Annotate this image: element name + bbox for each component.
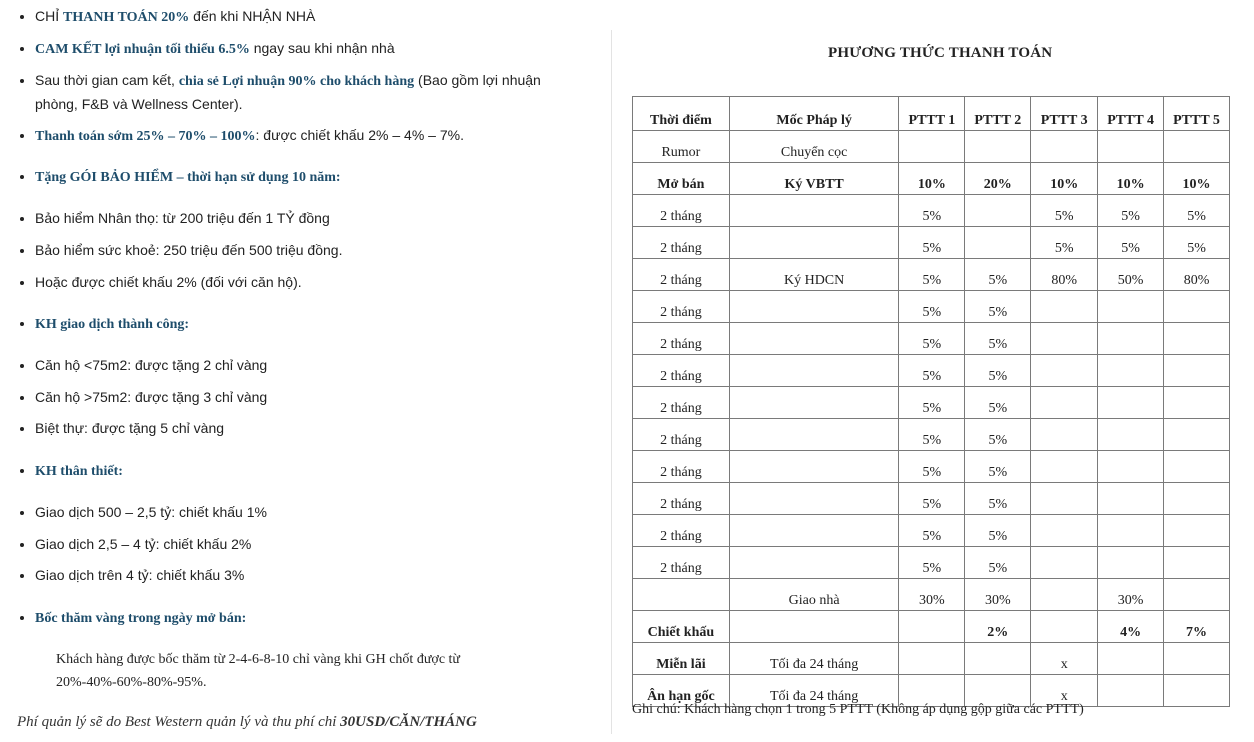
- table-cell: [729, 515, 899, 547]
- table-cell: [1164, 419, 1230, 451]
- b3-text-a: Sau thời gian cam kết,: [35, 72, 179, 88]
- table-cell: 2 tháng: [633, 515, 730, 547]
- table-cell: [1098, 675, 1164, 707]
- table-cell: [1098, 355, 1164, 387]
- header-cell: PTTT 1: [899, 97, 965, 131]
- b1-highlight: THANH TOÁN 20%: [63, 10, 190, 25]
- b3-text-c: (Bao gồm lợi nhuận: [414, 72, 541, 88]
- table-cell: 2 tháng: [633, 451, 730, 483]
- table-cell: 5%: [899, 451, 965, 483]
- b2-highlight-a: CAM KẾT: [35, 42, 102, 57]
- table-row: [633, 547, 1230, 579]
- table-cell: [1098, 419, 1164, 451]
- table-cell: 5%: [1031, 227, 1098, 259]
- table-cell: [1098, 643, 1164, 675]
- table-row: [633, 323, 1230, 355]
- table-cell: Rumor: [633, 131, 730, 163]
- b4-text-b: : được chiết khấu 2% – 4% – 7%.: [255, 127, 464, 143]
- heading-gold-draw: Bốc thăm vàng trong ngày mở bán:: [20, 606, 246, 630]
- b1-text-a: CHỈ: [35, 8, 63, 24]
- gold-draw-line-2: 20%-40%-60%-80%-95%.: [56, 675, 207, 690]
- table-cell: [1098, 387, 1164, 419]
- table-cell: Ân hạn gốc: [633, 675, 730, 707]
- table-cell: 2 tháng: [633, 419, 730, 451]
- table-cell: 5%: [965, 291, 1031, 323]
- success-apartment-large: Căn hộ >75m2: được tặng 3 chỉ vàng: [20, 386, 267, 409]
- table-cell: 5%: [965, 483, 1031, 515]
- table-row: [633, 387, 1230, 419]
- table-cell: 2%: [965, 611, 1031, 643]
- b3-highlight: chia sẻ Lợi nhuận 90% cho khách hàng: [178, 74, 415, 89]
- table-row: [633, 291, 1230, 323]
- table-cell: 5%: [965, 547, 1031, 579]
- table-row: [633, 579, 1230, 611]
- fee-text: Phí quản lý sẽ do Best Western quản lý và thu phí chỉ: [17, 714, 341, 730]
- table-cell: [1031, 451, 1098, 483]
- table-cell: [1031, 515, 1098, 547]
- table-cell: [1031, 419, 1098, 451]
- table-header-row: [633, 97, 1230, 131]
- table-cell: Tối đa 24 tháng: [729, 643, 899, 675]
- table-cell: [729, 419, 899, 451]
- table-cell: [1164, 131, 1230, 163]
- bullet-profit-commit: [20, 37, 395, 61]
- table-cell: x: [1031, 675, 1098, 707]
- table-caption: Ghi chú: Khách hàng chọn 1 trong 5 PTTT (Không áp dụng gộp giữa các PTTT): [632, 702, 1084, 717]
- table-cell: 20%: [965, 163, 1031, 195]
- table-cell: 10%: [1098, 163, 1164, 195]
- header-cell: Mốc Pháp lý: [729, 97, 899, 131]
- table-cell: [1164, 323, 1230, 355]
- b4-highlight: Thanh toán sớm 25% – 70% – 100%: [35, 129, 256, 144]
- b3-text-d: phòng, F&B và Wellness Center).: [35, 96, 243, 112]
- table-cell: 5%: [965, 355, 1031, 387]
- table-cell: 5%: [1098, 227, 1164, 259]
- table-cell: 30%: [965, 579, 1031, 611]
- table-cell: [1031, 291, 1098, 323]
- table-cell: [729, 291, 899, 323]
- table-cell: [899, 643, 965, 675]
- table-row: [633, 131, 1230, 163]
- table-row: [633, 259, 1230, 291]
- table-cell: 2 tháng: [633, 195, 730, 227]
- table-cell: 80%: [1031, 259, 1098, 291]
- table-cell: Miễn lãi: [633, 643, 730, 675]
- table-row: [633, 451, 1230, 483]
- table-cell: [1031, 131, 1098, 163]
- table-cell: 5%: [899, 483, 965, 515]
- table-row: [633, 195, 1230, 227]
- table-cell: [965, 643, 1031, 675]
- heading-success: KH giao dịch thành công:: [20, 312, 189, 336]
- b2-highlight-b: lợi nhuận tối thiểu 6.5%: [101, 42, 250, 57]
- b1-text-c: đến khi NHẬN NHÀ: [189, 8, 316, 24]
- table-cell: [1031, 387, 1098, 419]
- bullet-payment-20: [20, 5, 315, 29]
- table-cell: 80%: [1164, 259, 1230, 291]
- table-cell: 5%: [1031, 195, 1098, 227]
- table-cell: Giao nhà: [729, 579, 899, 611]
- table-row: [633, 419, 1230, 451]
- promo-column: [0, 0, 600, 742]
- table-cell: 7%: [1164, 611, 1230, 643]
- table-cell: 2 tháng: [633, 291, 730, 323]
- table-cell: [1164, 547, 1230, 579]
- table-cell: [729, 483, 899, 515]
- table-cell: 2 tháng: [633, 323, 730, 355]
- table-cell: [1164, 483, 1230, 515]
- table-cell: [1098, 323, 1164, 355]
- table-cell: 10%: [1031, 163, 1098, 195]
- table-cell: [1164, 451, 1230, 483]
- table-cell: [729, 195, 899, 227]
- table-cell: 5%: [899, 355, 965, 387]
- table-cell: [1031, 483, 1098, 515]
- table-cell: 5%: [899, 259, 965, 291]
- table-row: [633, 227, 1230, 259]
- table-cell: [1098, 291, 1164, 323]
- management-fee-note: [17, 714, 477, 731]
- table-cell: x: [1031, 643, 1098, 675]
- table-cell: 2 tháng: [633, 355, 730, 387]
- table-cell: 2 tháng: [633, 227, 730, 259]
- table-cell: [633, 579, 730, 611]
- table-cell: Chuyển cọc: [729, 131, 899, 163]
- payment-table: [632, 96, 1230, 707]
- insurance-life: Bảo hiểm Nhân thọ: từ 200 triệu đến 1 TỶ đồng: [20, 207, 330, 230]
- table-row: [633, 163, 1230, 195]
- fee-amount: 30USD/CĂN/THÁNG: [340, 714, 477, 730]
- b2-text-c: ngay sau khi nhận nhà: [249, 40, 395, 56]
- table-cell: 5%: [899, 419, 965, 451]
- table-row: [633, 643, 1230, 675]
- table-cell: [1031, 579, 1098, 611]
- table-cell: [1164, 675, 1230, 707]
- table-cell: 5%: [1098, 195, 1164, 227]
- table-row: [633, 355, 1230, 387]
- header-cell: PTTT 4: [1098, 97, 1164, 131]
- table-cell: [965, 131, 1031, 163]
- table-cell: 2 tháng: [633, 483, 730, 515]
- table-cell: Ký HDCN: [729, 259, 899, 291]
- header-cell: PTTT 2: [965, 97, 1031, 131]
- table-cell: [1164, 291, 1230, 323]
- table-cell: Chiết khấu: [633, 611, 730, 643]
- payment-title: PHƯƠNG THỨC THANH TOÁN: [828, 45, 1053, 61]
- table-cell: [1164, 387, 1230, 419]
- table-cell: [1031, 547, 1098, 579]
- table-row: [633, 611, 1230, 643]
- table-row: [633, 515, 1230, 547]
- table-cell: 4%: [1098, 611, 1164, 643]
- table-cell: [1098, 131, 1164, 163]
- table-cell: 5%: [899, 195, 965, 227]
- table-cell: [1164, 579, 1230, 611]
- table-cell: [965, 227, 1031, 259]
- table-cell: 5%: [965, 259, 1031, 291]
- table-cell: [729, 227, 899, 259]
- table-cell: [1031, 323, 1098, 355]
- table-cell: [729, 323, 899, 355]
- table-cell: [1031, 611, 1098, 643]
- table-cell: 5%: [965, 451, 1031, 483]
- table-cell: Mở bán: [633, 163, 730, 195]
- table-cell: 2 tháng: [633, 259, 730, 291]
- gold-draw-line-1: Khách hàng được bốc thăm từ 2-4-6-8-10 chỉ vàng khi GH chốt được từ: [56, 652, 461, 667]
- table-cell: 5%: [965, 387, 1031, 419]
- table-cell: [1164, 515, 1230, 547]
- table-cell: [1098, 483, 1164, 515]
- table-cell: [1031, 355, 1098, 387]
- table-cell: [729, 451, 899, 483]
- table-cell: 50%: [1098, 259, 1164, 291]
- table-cell: 2 tháng: [633, 387, 730, 419]
- table-cell: [729, 387, 899, 419]
- table-cell: 5%: [899, 291, 965, 323]
- table-cell: 10%: [899, 163, 965, 195]
- table-cell: [1098, 547, 1164, 579]
- table-cell: [1098, 451, 1164, 483]
- table-cell: 2 tháng: [633, 547, 730, 579]
- table-cell: 5%: [899, 515, 965, 547]
- table-cell: [899, 611, 965, 643]
- heading-insurance: Tặng GÓI BẢO HIỂM – thời hạn sử dụng 10 năm:: [20, 165, 341, 189]
- bullet-early-payment: [20, 124, 464, 148]
- header-cell: Thời điểm: [633, 97, 730, 131]
- table-cell: Tối đa 24 tháng: [729, 675, 899, 707]
- table-cell: [1098, 515, 1164, 547]
- table-cell: 5%: [965, 419, 1031, 451]
- header-cell: PTTT 5: [1164, 97, 1230, 131]
- table-cell: [1164, 643, 1230, 675]
- table-cell: 5%: [899, 547, 965, 579]
- header-cell: PTTT 3: [1031, 97, 1098, 131]
- insurance-health: Bảo hiểm sức khoẻ: 250 triệu đến 500 triệu đồng.: [20, 239, 342, 262]
- table-cell: [729, 355, 899, 387]
- bullet-profit-share: [20, 69, 541, 116]
- table-cell: 5%: [899, 387, 965, 419]
- table-cell: 5%: [965, 323, 1031, 355]
- table-row: [633, 483, 1230, 515]
- table-cell: 30%: [899, 579, 965, 611]
- loyal-tier-2: Giao dịch 2,5 – 4 tỷ: chiết khấu 2%: [20, 533, 251, 556]
- loyal-tier-1: Giao dịch 500 – 2,5 tỷ: chiết khấu 1%: [20, 501, 267, 524]
- success-villa: Biệt thự: được tặng 5 chỉ vàng: [20, 417, 224, 440]
- table-cell: 5%: [899, 227, 965, 259]
- table-cell: 10%: [1164, 163, 1230, 195]
- table-cell: 30%: [1098, 579, 1164, 611]
- insurance-discount: Hoặc được chiết khấu 2% (đối với căn hộ).: [20, 271, 302, 294]
- table-cell: [1164, 355, 1230, 387]
- table-cell: [729, 547, 899, 579]
- table-cell: 5%: [1164, 227, 1230, 259]
- heading-loyal: KH thân thiết:: [20, 459, 123, 483]
- table-cell: Ký VBTT: [729, 163, 899, 195]
- table-cell: 5%: [899, 323, 965, 355]
- success-apartment-small: Căn hộ <75m2: được tặng 2 chỉ vàng: [20, 354, 267, 377]
- table-cell: [899, 131, 965, 163]
- table-cell: 5%: [965, 515, 1031, 547]
- loyal-tier-3: Giao dịch trên 4 tỷ: chiết khấu 3%: [20, 564, 244, 587]
- table-cell: 5%: [1164, 195, 1230, 227]
- table-cell: [729, 611, 899, 643]
- table-cell: [965, 195, 1031, 227]
